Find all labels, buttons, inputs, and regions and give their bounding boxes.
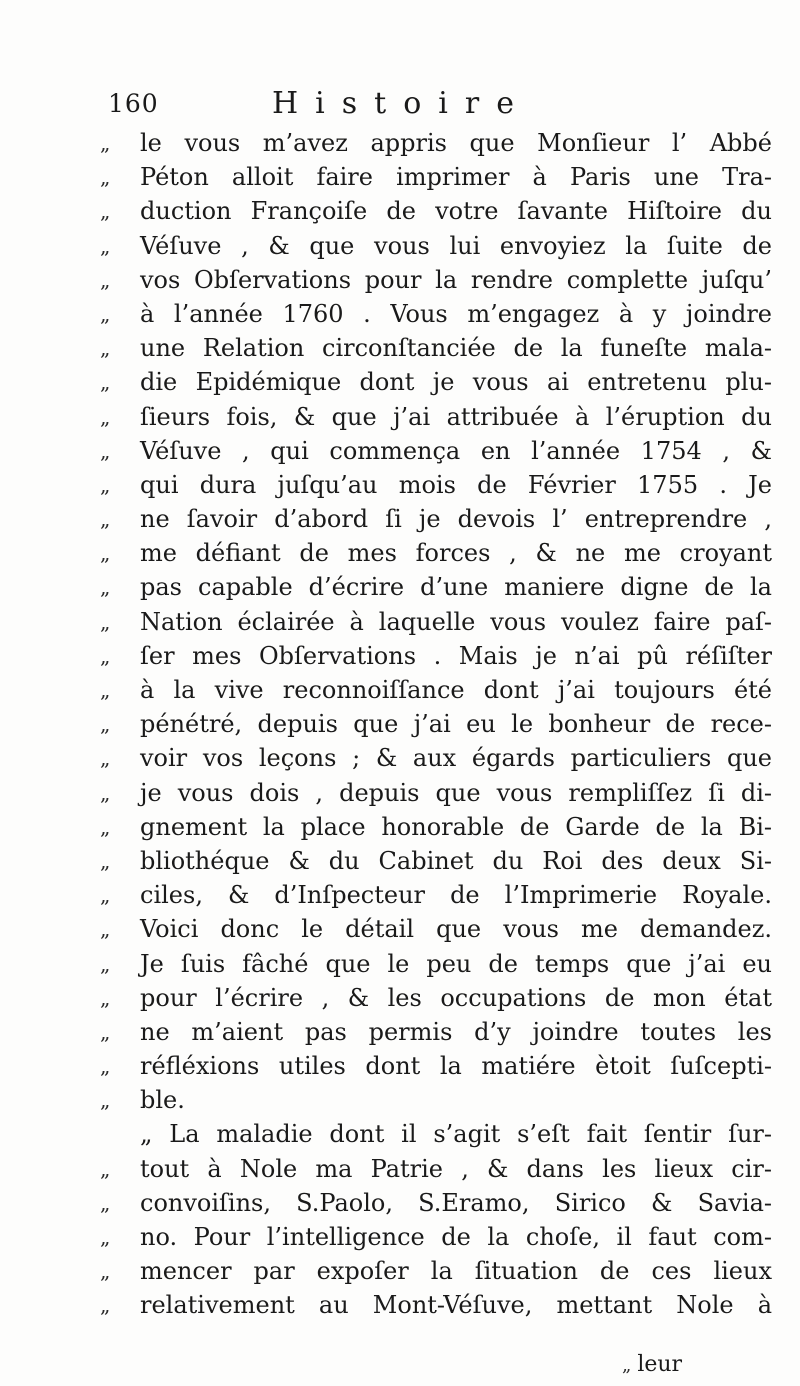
- quote-mark: „: [100, 301, 111, 326]
- text-line: [100, 126, 780, 160]
- page-header: [108, 86, 768, 122]
- quote-mark: „: [100, 883, 111, 908]
- text-line: [100, 400, 780, 434]
- text-line: [100, 673, 780, 707]
- quote-mark: „: [100, 1156, 111, 1181]
- text-line: [100, 263, 780, 297]
- quote-mark: „: [100, 1225, 111, 1249]
- quote-mark: „: [100, 507, 111, 532]
- text-line: [100, 741, 780, 775]
- running-title: Histoire: [272, 86, 531, 121]
- text-line: [100, 605, 780, 639]
- text-line: [100, 878, 780, 912]
- quote-mark: „: [100, 643, 111, 668]
- text-line: [100, 707, 780, 741]
- line-text: une Relation circonſtanciée de la funeſte mala-: [140, 334, 772, 363]
- text-line: [100, 570, 780, 604]
- text-line: [100, 1288, 780, 1322]
- line-text: Voici donc le détail que vous me demandez.: [140, 915, 772, 944]
- line-text: voir vos leçons ; & aux égards particuliers que: [140, 744, 772, 773]
- line-text: je vous dois , depuis que vous rempliſſez ſi di-: [140, 778, 772, 807]
- quote-mark: „: [100, 780, 111, 805]
- line-text: à l’année 1760 . Vous m’engagez à y joindre: [140, 299, 772, 328]
- quote-mark: „: [100, 1259, 111, 1284]
- quote-mark: „: [100, 814, 111, 839]
- text-line: [100, 810, 780, 844]
- quote-mark: „: [100, 951, 111, 976]
- quote-mark: „: [100, 1293, 111, 1318]
- catchword-text: leur: [637, 1352, 683, 1377]
- line-text: pas capable d’écrire d’une maniere digne de la: [140, 573, 772, 602]
- quote-mark: „: [100, 712, 111, 737]
- quote-mark: „: [100, 678, 111, 702]
- text-line: [100, 1015, 780, 1049]
- quote-mark: „: [100, 267, 111, 292]
- line-text: no. Pour l’intelligence de la choſe, il faut com-: [140, 1223, 772, 1251]
- line-text: gnement la place honorable de Garde de la Bi-: [140, 812, 772, 841]
- line-text: Péton alloit faire imprimer à Paris une Tra-: [140, 163, 772, 192]
- text-line: [100, 468, 780, 502]
- text-line: [100, 365, 780, 399]
- quote-mark: „: [100, 233, 111, 258]
- line-text: Véſuve , qui commença en l’année 1754 , &: [140, 436, 772, 465]
- quote-mark: „: [100, 336, 111, 361]
- text-line: [100, 1220, 780, 1254]
- quote-mark: „: [100, 438, 111, 463]
- line-text: vos Obſervations pour la rendre complette juſqu’: [140, 265, 772, 294]
- quote-mark: „: [100, 917, 111, 942]
- quote-mark: „: [100, 609, 111, 634]
- quote-mark: „: [100, 404, 111, 429]
- line-text: mencer par expoſer la ſituation de ces lieux: [140, 1257, 772, 1286]
- catchword: [622, 1350, 682, 1381]
- page-number: 160: [108, 89, 159, 118]
- quote-mark: „: [100, 472, 111, 497]
- quote-mark: „: [100, 165, 111, 190]
- line-text: tout à Nole ma Patrie , & dans les lieux cir-: [140, 1154, 772, 1183]
- text-line: [100, 331, 780, 365]
- text-line: [100, 194, 780, 228]
- text-line: [100, 1152, 780, 1186]
- text-line: [100, 947, 780, 981]
- quote-mark: „: [100, 541, 111, 566]
- text-line: [100, 502, 780, 536]
- line-text: Véſuve , & que vous lui envoyiez la ſuite de: [140, 231, 772, 260]
- line-text: Nation éclairée à laquelle vous voulez faire paſ-: [140, 607, 772, 636]
- text-line: [100, 1049, 780, 1083]
- text-line: [100, 1117, 780, 1151]
- quote-mark: „: [100, 985, 111, 1010]
- line-text: „ La maladie dont il s’agit s’eſt fait ſentir ſur-: [140, 1120, 772, 1149]
- quote-mark: „: [100, 746, 111, 771]
- text-line: [100, 844, 780, 878]
- quote-mark: „: [100, 848, 111, 873]
- line-text: bliothéque & du Cabinet du Roi des deux Si-: [140, 846, 772, 875]
- text-line: [100, 297, 780, 331]
- quote-mark: „: [100, 575, 111, 600]
- quote-mark: „: [100, 1019, 111, 1044]
- quote-mark: „: [100, 131, 111, 155]
- line-text: ne ſavoir d’abord ſi je devois l’ entreprendre ,: [140, 505, 772, 534]
- quote-mark: „: [100, 1088, 111, 1113]
- line-text: die Epidémique dont je vous ai entretenu plu-: [140, 368, 772, 397]
- line-text: le vous m’avez appris que Monſieur l’ Abbé: [140, 129, 772, 157]
- line-text: me défiant de mes forces , & ne me croyant: [140, 539, 772, 568]
- text-line: [100, 1083, 780, 1117]
- text-line: [100, 639, 780, 673]
- text-line: [100, 981, 780, 1015]
- line-text: relativement au Mont-Véſuve, mettant Nole à: [140, 1291, 772, 1320]
- line-text: ble.: [140, 1086, 185, 1115]
- line-text: pour l’écrire , & les occupations de mon état: [140, 983, 772, 1012]
- line-text: réfléxions utiles dont la matiére ètoit ſuſcepti-: [140, 1052, 772, 1081]
- line-text: duction Françoiſe de votre ſavante Hiſtoire du: [140, 197, 772, 226]
- text-line: [100, 1186, 780, 1220]
- line-text: qui dura juſqu’au mois de Février 1755 . Je: [140, 470, 772, 499]
- line-text: à la vive reconnoiſſance dont j’ai toujours été: [140, 676, 772, 704]
- text-line: [100, 434, 780, 468]
- text-line: [100, 1254, 780, 1288]
- line-text: pénétré, depuis que j’ai eu le bonheur de rece-: [140, 710, 772, 739]
- text-line: [100, 776, 780, 810]
- text-line: [100, 229, 780, 263]
- body-text: [100, 126, 780, 1323]
- text-line: [100, 160, 780, 194]
- quote-mark: „: [100, 199, 111, 224]
- line-text: ſieurs fois, & que j’ai attribuée à l’éruption du: [140, 402, 772, 431]
- line-text: ſer mes Obſervations . Mais je n’ai pû réſiſter: [140, 641, 772, 670]
- quote-mark: „: [100, 370, 111, 395]
- line-text: convoiſins, S.Paolo, S.Eramo, Sirico & Savia-: [140, 1188, 772, 1217]
- text-line: [100, 536, 780, 570]
- line-text: ne m’aient pas permis d’y joindre toutes les: [140, 1017, 772, 1046]
- text-line: [100, 912, 780, 946]
- quote-mark: „: [622, 1355, 632, 1376]
- quote-mark: „: [100, 1190, 111, 1215]
- line-text: Je ſuis fâché que le peu de temps que j’ai eu: [140, 949, 772, 978]
- line-text: ciles, & d’Inſpecteur de l’Imprimerie Royale.: [140, 881, 772, 910]
- quote-mark: „: [100, 1054, 111, 1079]
